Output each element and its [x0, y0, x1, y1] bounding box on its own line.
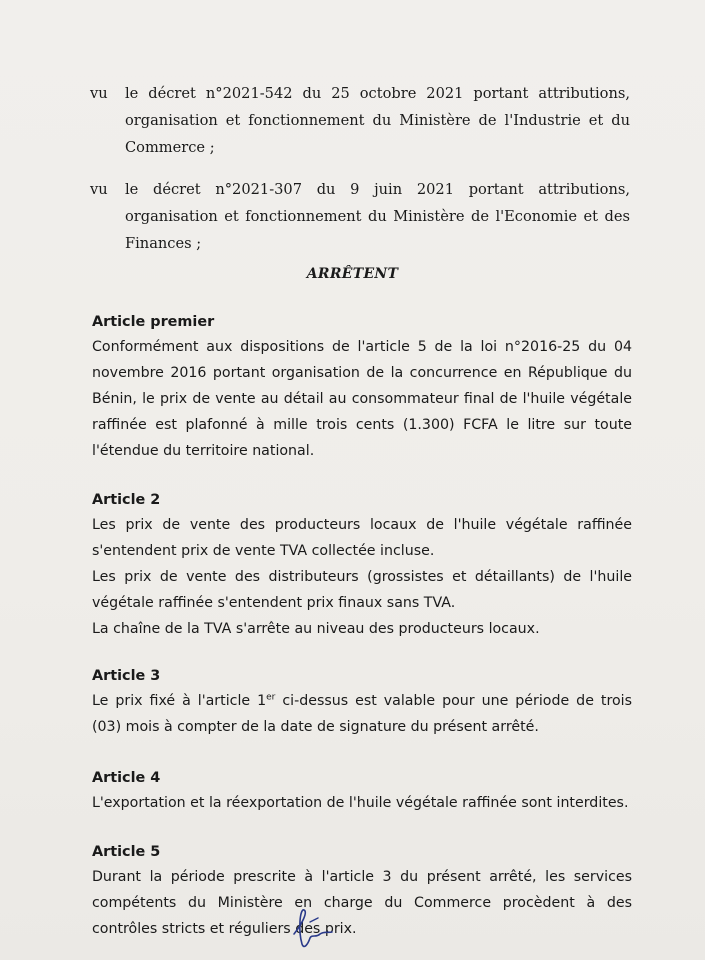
article-2 — [92, 488, 632, 642]
article-premier — [92, 310, 632, 464]
article-3 — [92, 664, 632, 740]
article-body — [92, 334, 632, 464]
article-title: Article premier — [92, 314, 215, 330]
consideration-text: le décret n°2021-307 du 9 juin 2021 portant attributions, organisation et fonctionnement du Ministère de l'Economie et des Finances ; — [125, 181, 630, 252]
article-5 — [92, 840, 632, 942]
article-body — [92, 512, 632, 642]
article-text: ci-dessus est valable pour une période de trois (03) mois à compter de la date de signature du présent arrêté. — [92, 693, 632, 735]
consideration-item — [90, 80, 630, 161]
article-4 — [92, 766, 632, 816]
consideration-mark: vu — [90, 181, 108, 198]
article-title: Article 2 — [92, 492, 161, 508]
article-paragraph — [92, 688, 632, 740]
article-paragraph: Durant la période prescrite à l'article 3 du présent arrêté, les services compétents du Ministère en charge du Commerce procèdent à des contrôles stricts et réguliers des prix. — [92, 869, 632, 937]
consideration-item — [90, 176, 630, 257]
article-body — [92, 864, 632, 942]
article-paragraph: L'exportation et la réexportation de l'huile végétale raffinée sont interdites. — [92, 795, 629, 811]
consideration-text: le décret n°2021-542 du 25 octobre 2021 portant attributions, organisation et fonctionnement du Ministère de l'Industrie et du Commerce ; — [125, 85, 630, 156]
article-paragraph: Les prix de vente des producteurs locaux de l'huile végétale raffinée s'entendent prix de vente TVA collectée incluse. — [92, 517, 632, 559]
article-title: Article 5 — [92, 844, 161, 860]
article-body — [92, 688, 632, 740]
article-text: Le prix fixé à l'article 1 — [92, 693, 267, 709]
article-title: Article 4 — [92, 770, 161, 786]
article-body — [92, 790, 632, 816]
ordinal-superscript: er — [266, 692, 276, 703]
article-title: Article 3 — [92, 668, 161, 684]
article-paragraph: Conformément aux dispositions de l'article 5 de la loi n°2016-25 du 04 novembre 2016 portant organisation de la concurrence en République du Bénin, le prix de vente au détail au consommateur final de l'huile végétale raffinée est plafonné à mille trois cents (1.300) FCFA le litre sur toute l'étendue du territoire national. — [92, 339, 632, 459]
decision-heading: ARRÊTENT — [306, 266, 399, 282]
article-paragraph: La chaîne de la TVA s'arrête au niveau des producteurs locaux. — [92, 621, 540, 637]
paraph-signature-icon — [288, 904, 336, 952]
article-paragraph: Les prix de vente des distributeurs (grossistes et détaillants) de l'huile végétale raffinée s'entendent prix finaux sans TVA. — [92, 569, 632, 611]
consideration-mark: vu — [90, 85, 108, 102]
